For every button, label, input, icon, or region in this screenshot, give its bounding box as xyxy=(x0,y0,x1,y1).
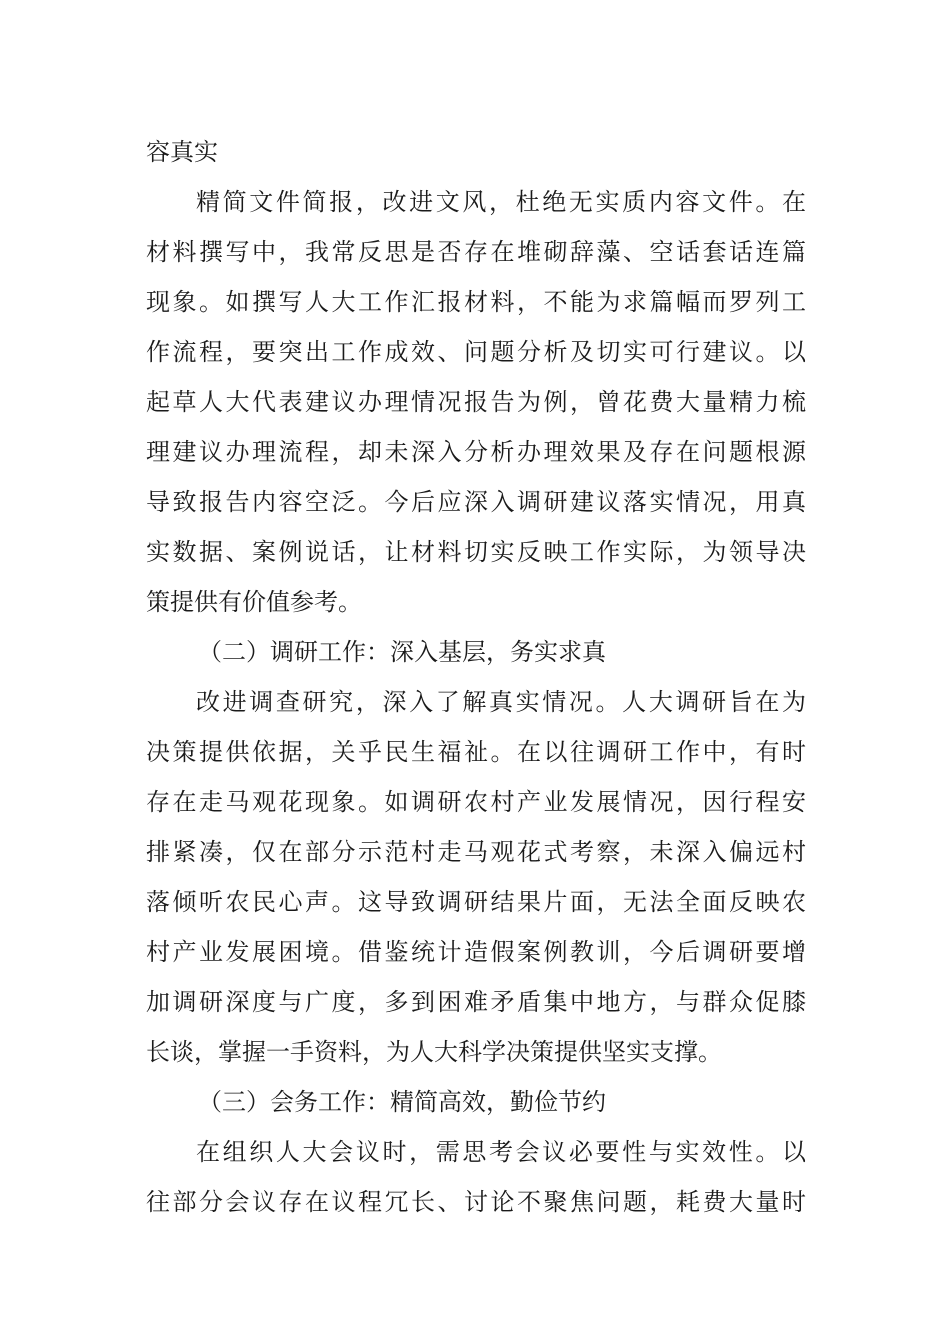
text-line: 排紧凑，仅在部分示范村走马观花式考察，未深入偏远村 xyxy=(146,838,806,866)
text-line: 现象。如撰写人大工作汇报材料，不能为求篇幅而罗列工 xyxy=(146,288,806,316)
text-line: 策提供有价值参考。 xyxy=(146,588,362,616)
text-line: 作流程，要突出工作成效、问题分析及切实可行建议。以 xyxy=(146,338,806,366)
text-line: 加调研深度与广度，多到困难矛盾集中地方，与群众促膝 xyxy=(146,988,806,1016)
text-line: 实数据、案例说话，让材料切实反映工作实际，为领导决 xyxy=(146,538,806,566)
section-heading: （二）调研工作：深入基层，务实求真 xyxy=(198,638,606,666)
text-line: 决策提供依据，关乎民生福祉。在以往调研工作中，有时 xyxy=(146,738,806,766)
text-line: 存在走马观花现象。如调研农村产业发展情况，因行程安 xyxy=(146,788,806,816)
section-heading: （三）会务工作：精简高效，勤俭节约 xyxy=(198,1088,606,1116)
text-line: 落倾听农民心声。这导致调研结果片面，无法全面反映农 xyxy=(146,888,806,916)
text-line: 起草人大代表建议办理情况报告为例，曾花费大量精力梳 xyxy=(146,388,806,416)
text-line: 改进调查研究，深入了解真实情况。人大调研旨在为 xyxy=(196,688,806,716)
text-line: 容真实 xyxy=(146,138,218,166)
text-line: 村产业发展困境。借鉴统计造假案例教训，今后调研要增 xyxy=(146,938,806,966)
text-line: 材料撰写中，我常反思是否存在堆砌辞藻、空话套话连篇 xyxy=(146,238,806,266)
text-line: 往部分会议存在议程冗长、讨论不聚焦问题，耗费大量时 xyxy=(146,1188,806,1216)
text-line: 理建议办理流程，却未深入分析办理效果及存在问题根源 xyxy=(146,438,806,466)
text-line: 精简文件简报，改进文风，杜绝无实质内容文件。在 xyxy=(196,188,806,216)
text-line: 长谈，掌握一手资料，为人大科学决策提供坚实支撑。 xyxy=(146,1038,722,1066)
text-line: 在组织人大会议时，需思考会议必要性与实效性。以 xyxy=(196,1138,806,1166)
text-line: 导致报告内容空泛。今后应深入调研建议落实情况，用真 xyxy=(146,488,806,516)
